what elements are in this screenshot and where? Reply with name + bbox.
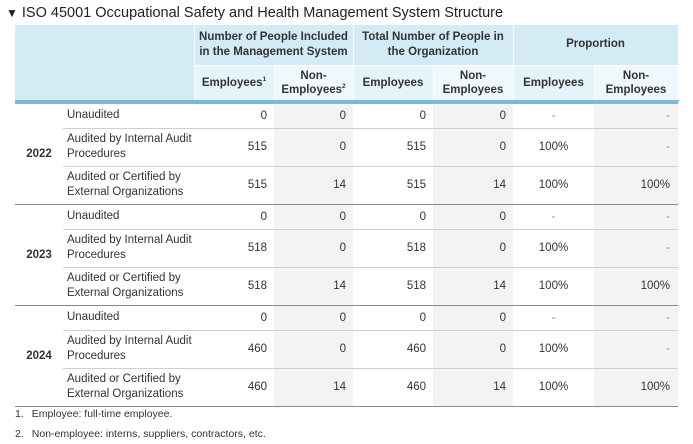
included-non-employees-cell: 14 xyxy=(274,166,353,204)
proportion-non-employees-cell: - xyxy=(594,128,678,166)
total-non-employees-cell: 14 xyxy=(433,267,513,305)
total-non-employees-cell: 0 xyxy=(433,204,513,229)
included-employees-cell: 518 xyxy=(194,229,274,267)
proportion-non-employees-cell: - xyxy=(594,305,678,330)
footnote-1 xyxy=(15,404,266,424)
category-cell: Unaudited xyxy=(63,204,194,229)
table-title-text: ISO 45001 Occupational Safety and Health Management System Structure xyxy=(21,5,504,21)
included-employees-cell: 0 xyxy=(194,204,274,229)
total-employees-cell: 460 xyxy=(353,368,433,406)
footnote-2 xyxy=(15,424,266,444)
proportion-employees-cell: 100% xyxy=(513,330,594,368)
table-row xyxy=(15,229,678,267)
table-row xyxy=(15,330,678,368)
proportion-non-employees-cell: - xyxy=(594,204,678,229)
footnote-text: Non-employee: interns, suppliers, contractors, etc. xyxy=(31,428,266,440)
iso45001-table xyxy=(15,25,679,407)
category-cell: Audited or Certified by External Organizations xyxy=(63,368,194,406)
year-cell: 2024 xyxy=(15,305,63,406)
included-non-employees-cell: 0 xyxy=(274,229,353,267)
table-row xyxy=(15,368,678,406)
proportion-non-employees-cell: 100% xyxy=(594,368,678,406)
table-row xyxy=(15,204,678,229)
proportion-non-employees-cell: - xyxy=(594,330,678,368)
table-title xyxy=(6,3,503,23)
table-row xyxy=(15,103,678,128)
header-group-included: Number of People Included in the Management System xyxy=(194,25,353,65)
year-cell: 2023 xyxy=(15,204,63,305)
total-non-employees-cell: 14 xyxy=(433,368,513,406)
included-employees-cell: 460 xyxy=(194,330,274,368)
included-employees-cell: 518 xyxy=(194,267,274,305)
year-cell: 2022 xyxy=(15,103,63,204)
proportion-non-employees-cell: 100% xyxy=(594,166,678,204)
header-included-employees: Employees$^1$ xyxy=(194,65,274,101)
included-employees-cell: 0 xyxy=(194,103,274,128)
included-non-employees-cell: 14 xyxy=(274,368,353,406)
header-corner xyxy=(15,25,194,101)
category-cell: Unaudited xyxy=(63,103,194,128)
header-total-employees: Employees xyxy=(353,65,433,101)
proportion-employees-cell: 100% xyxy=(513,229,594,267)
total-non-employees-cell: 0 xyxy=(433,128,513,166)
included-non-employees-cell: 0 xyxy=(274,128,353,166)
header-group-proportion: Proportion xyxy=(513,25,678,65)
total-non-employees-cell: 0 xyxy=(433,229,513,267)
category-cell: Audited or Certified by External Organizations xyxy=(63,166,194,204)
proportion-non-employees-cell: 100% xyxy=(594,267,678,305)
included-non-employees-cell: 0 xyxy=(274,330,353,368)
header-proportion-non-employees: Non-Employees xyxy=(594,65,678,101)
header-included-non-employees: Non-Employees$^2$ xyxy=(274,65,353,101)
included-employees-cell: 460 xyxy=(194,368,274,406)
total-employees-cell: 518 xyxy=(353,229,433,267)
proportion-employees-cell: - xyxy=(513,103,594,128)
included-non-employees-cell: 0 xyxy=(274,305,353,330)
total-non-employees-cell: 0 xyxy=(433,330,513,368)
footnote-marker-2: 2 xyxy=(342,82,346,90)
included-employees-cell: 515 xyxy=(194,166,274,204)
total-employees-cell: 460 xyxy=(353,330,433,368)
footnote-number: 1. xyxy=(15,408,24,420)
table-row xyxy=(15,166,678,204)
table-row xyxy=(15,267,678,305)
footnote-marker-1: 1 xyxy=(262,75,267,83)
included-non-employees-cell: 14 xyxy=(274,267,353,305)
included-employees-cell: 515 xyxy=(194,128,274,166)
category-cell: Audited by Internal Audit Procedures xyxy=(63,128,194,166)
total-employees-cell: 518 xyxy=(353,267,433,305)
down-triangle-icon: ▼ xyxy=(6,6,18,20)
category-cell: Unaudited xyxy=(63,305,194,330)
footnote-text: Employee: full-time employee. xyxy=(31,408,173,420)
header-total-non-employees: Non-Employees xyxy=(433,65,513,101)
proportion-non-employees-cell: - xyxy=(594,103,678,128)
proportion-employees-cell: - xyxy=(513,204,594,229)
total-employees-cell: 0 xyxy=(353,103,433,128)
total-non-employees-cell: 0 xyxy=(433,305,513,330)
proportion-employees-cell: 100% xyxy=(513,166,594,204)
proportion-non-employees-cell: - xyxy=(594,229,678,267)
total-employees-cell: 515 xyxy=(353,128,433,166)
category-cell: Audited by Internal Audit Procedures xyxy=(63,229,194,267)
category-cell: Audited by Internal Audit Procedures xyxy=(63,330,194,368)
proportion-employees-cell: 100% xyxy=(513,128,594,166)
table-row xyxy=(15,128,678,166)
proportion-employees-cell: 100% xyxy=(513,368,594,406)
total-employees-cell: 0 xyxy=(353,305,433,330)
header-proportion-employees: Employees xyxy=(513,65,594,101)
proportion-employees-cell: 100% xyxy=(513,267,594,305)
included-non-employees-cell: 0 xyxy=(274,103,353,128)
included-employees-cell: 0 xyxy=(194,305,274,330)
total-non-employees-cell: 14 xyxy=(433,166,513,204)
total-employees-cell: 0 xyxy=(353,204,433,229)
table-body xyxy=(15,103,678,406)
footnotes xyxy=(15,404,266,444)
table-header xyxy=(15,25,678,103)
total-non-employees-cell: 0 xyxy=(433,103,513,128)
header-group-total: Total Number of People in the Organization xyxy=(353,25,513,65)
included-non-employees-cell: 0 xyxy=(274,204,353,229)
total-employees-cell: 515 xyxy=(353,166,433,204)
proportion-employees-cell: - xyxy=(513,305,594,330)
category-cell: Audited or Certified by External Organizations xyxy=(63,267,194,305)
footnote-number: 2. xyxy=(15,428,24,440)
table-row xyxy=(15,305,678,330)
